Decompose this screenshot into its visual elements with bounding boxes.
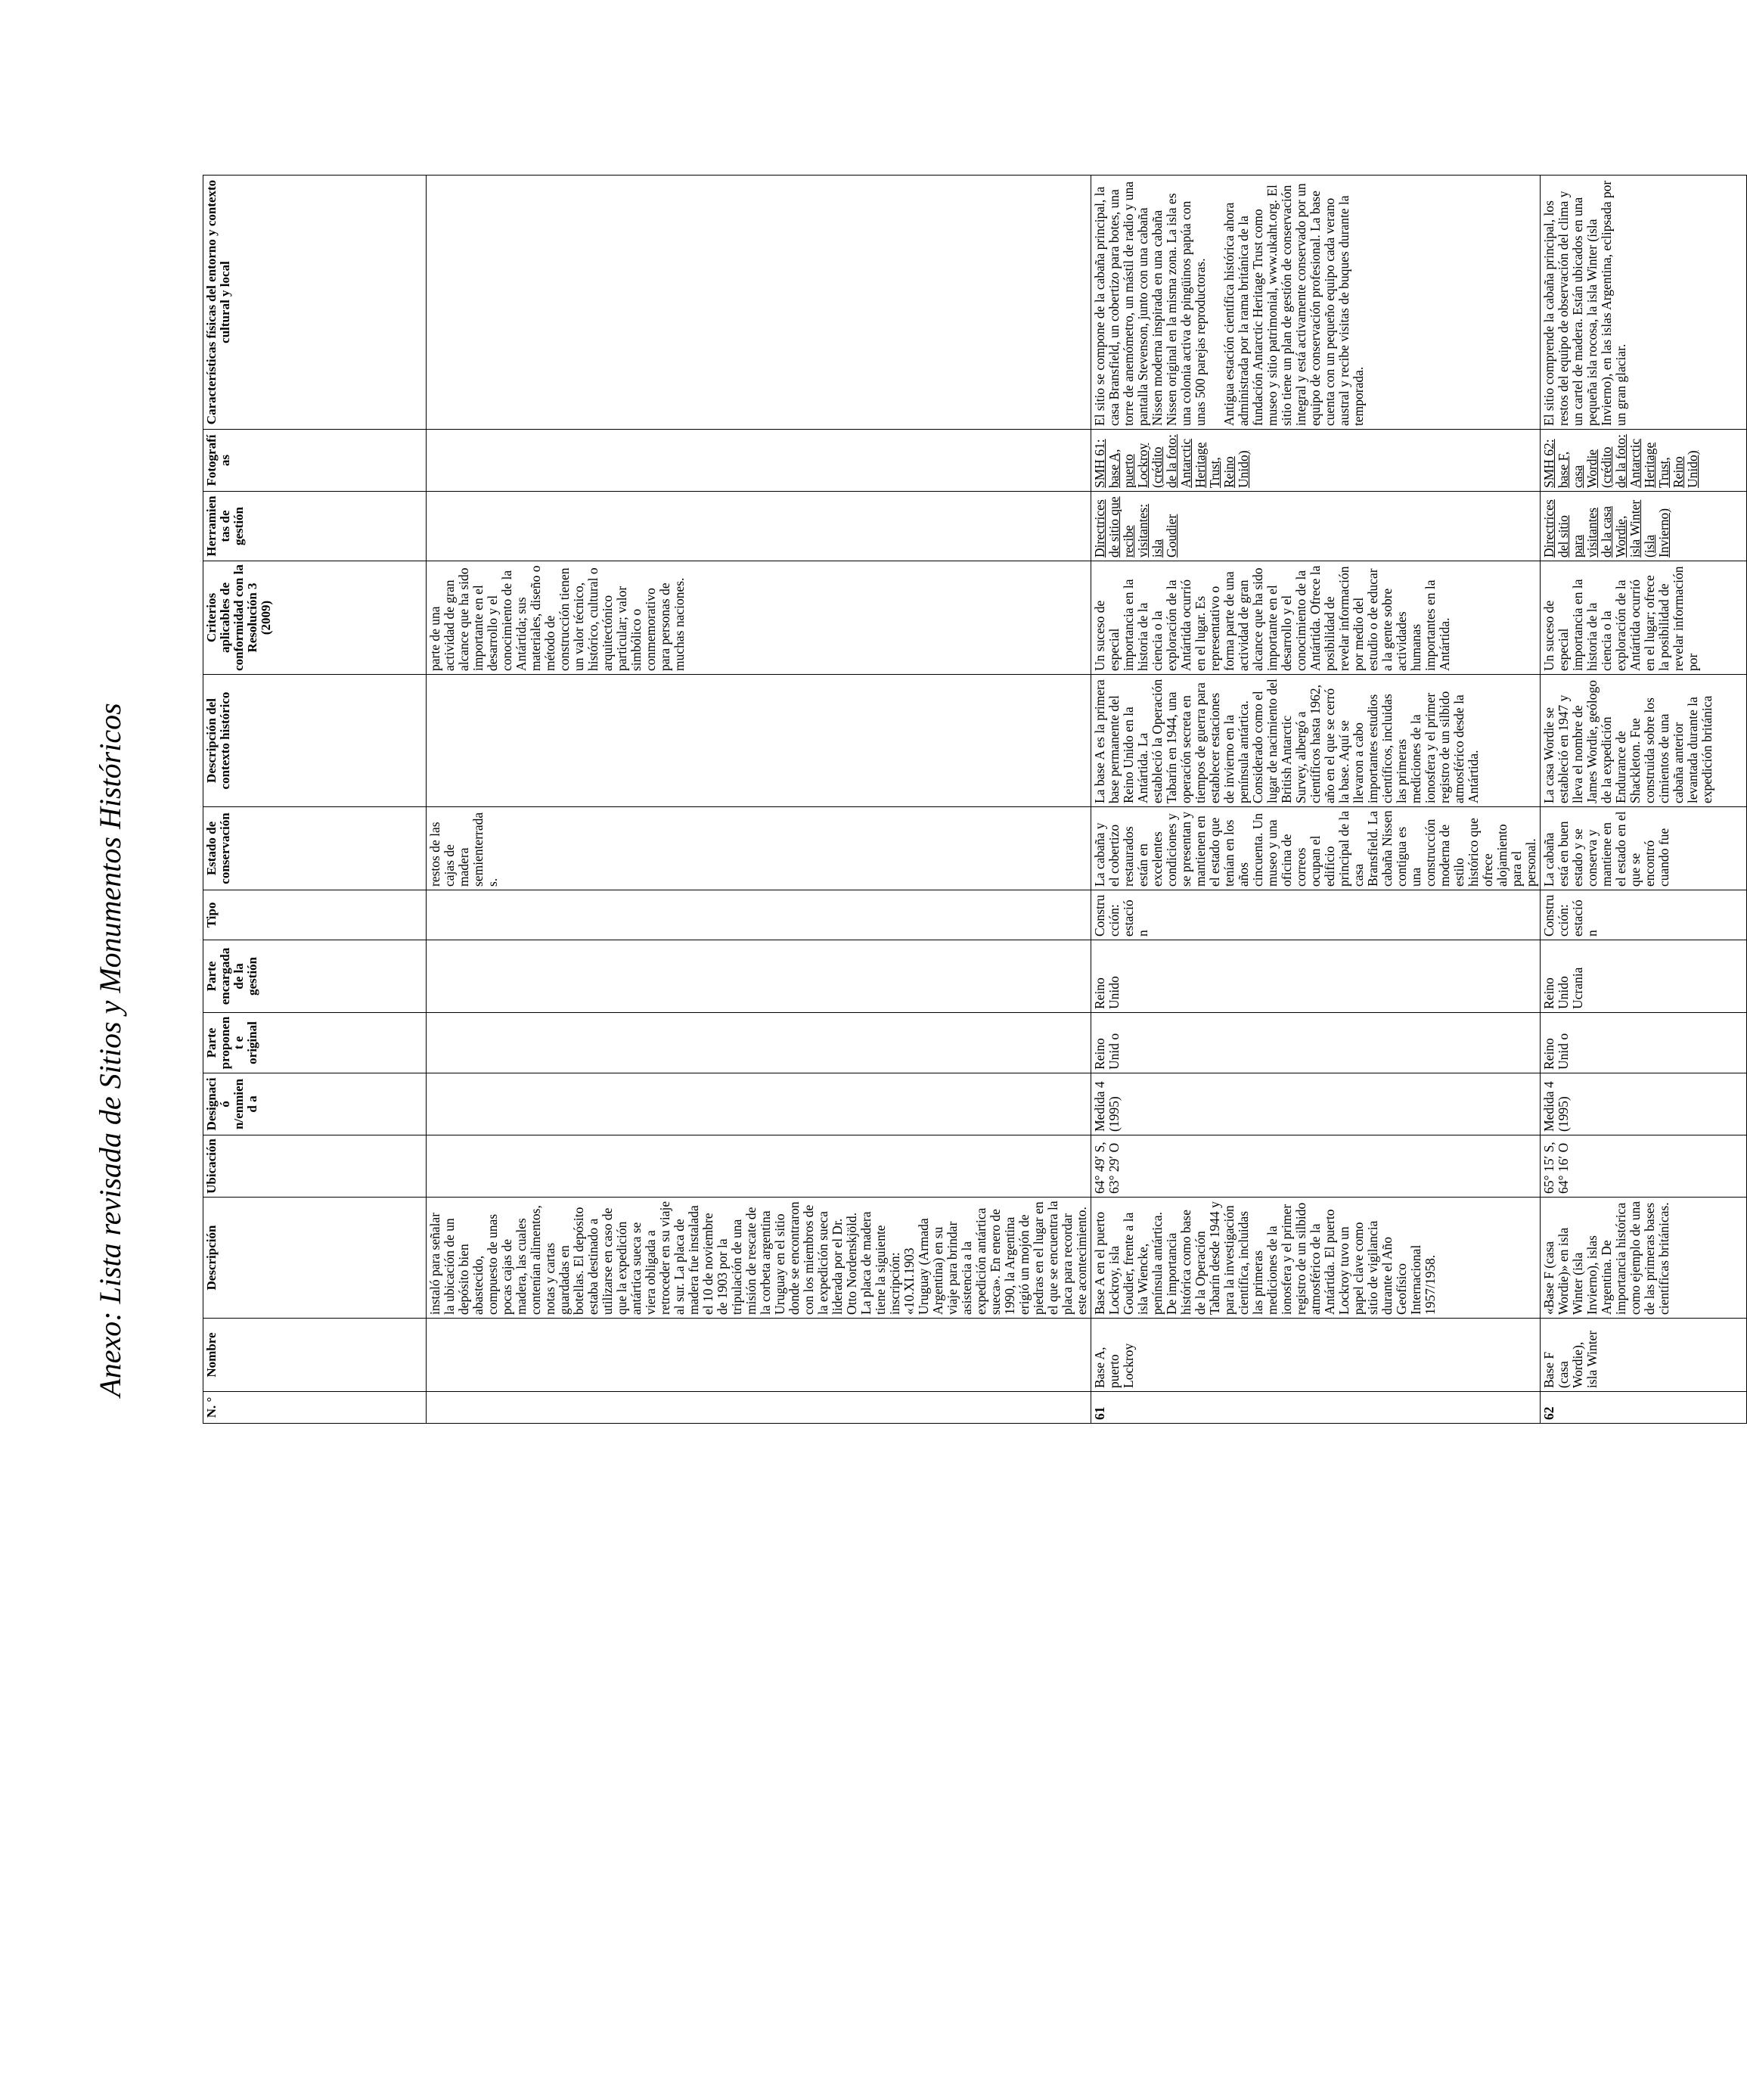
managing-party: Reino Unido Ucrania (1541, 940, 1747, 1013)
characteristics-paragraph: El sitio comprende la cabaña principal, los restos del equipo de observación del clima y un cartel de madera. Están ubicados en una pequeña isla rocosa, la isla Winter (isla Invierno), en las islas Argentina, eclipsada por un gran glaciar. (1541, 180, 1628, 426)
conservation-status: La cabaña y el cobertizo restaurados están en excelentes condiciones y se presentan y mantienen en el estado que tenían en los años cincuenta. Un museo y una oficina de correos ocupan el edificio principal de la casa Bransfield. La cabaña Nissen contigua es una construcción moderna de estilo histórico que ofrece alojamiento para el personal. (1091, 807, 1541, 890)
physical-characteristics (427, 176, 1091, 430)
header-row (203, 176, 427, 1424)
site-type: Constru cción: estación (1541, 890, 1747, 940)
table-row (1091, 176, 1541, 1424)
header-cell: N. ° (203, 1392, 427, 1424)
site-number: 61 (1091, 1392, 1541, 1424)
conservation-status: restos de las cajas de madera semienterradas. (427, 807, 1091, 890)
header-cell: Ubicación (203, 1135, 427, 1198)
physical-characteristics (1091, 176, 1541, 430)
site-name: Base F (casa Wordie), isla Winter (1541, 1319, 1747, 1392)
site-name: Base A, puerto Lockroy (1091, 1319, 1541, 1392)
site-description: Base A en el puerto Lockroy, isla Goudier, frente a la isla Wiencke, península antártica. De importancia histórica como base de la Operación Tabarín desde 1944 y para la investigación científica, incluidas las primeras mediciones de la ionosfera y el primer registro de un silbido atmosférico de la Antártida. El puerto Lockroy tuvo un papel clave como sitio de vigilancia durante el Año Geofísico Internacional 1957/1958. (1091, 1198, 1541, 1319)
header-cell: Descripción (203, 1198, 427, 1319)
site-designation: Medida 4 (1995) (1541, 1073, 1747, 1135)
site-location: 64° 49′ S, 63° 29′ O (1091, 1135, 1541, 1198)
site-designation (427, 1073, 1091, 1135)
site-name (427, 1319, 1091, 1392)
historical-context (427, 675, 1091, 807)
photos (1541, 430, 1747, 492)
management-tools-link[interactable]: Directrices de sitio que recibe visitantes: isla Goudier (1092, 496, 1179, 558)
proposing-party: Reino Unid o (1541, 1013, 1747, 1073)
managing-party (427, 940, 1091, 1013)
management-tools (1091, 492, 1541, 561)
header-cell: Designació n/enmiend a (203, 1073, 427, 1135)
conservation-status: La cabaña está en buen estado y se conserva y mantiene en el estado en el que se encontró cuando fue (1541, 807, 1747, 890)
site-location: 65° 15′ S, 64° 16′ O (1541, 1135, 1747, 1198)
site-number (427, 1392, 1091, 1424)
header-cell: Nombre (203, 1319, 427, 1392)
table-row (427, 176, 1091, 1424)
site-number: 62 (1541, 1392, 1747, 1424)
photo-link[interactable]: SMH 62: base F, casa Wordie (crédito de la foto: Antarctic Heritage Trust, Reino Unido) (1541, 434, 1700, 488)
characteristics-paragraph: El sitio se compone de la cabaña principal, la casa Bransfield, un cobertizo para botes, una torre de anemómetro, un mástil de radio y una pantalla Stevenson, junto con una cabaña Nissen moderna inspirada en una cabaña Nissen original en la misma zona. La isla es una colonia activa de pingüinos papúa con unas 500 parejas reproductoras. (1092, 181, 1208, 426)
header-cell: Tipo (203, 890, 427, 940)
header-cell: Estado de conservación (203, 807, 427, 890)
site-description: instaló para señalar la ubicación de un depósito bien abastecido, compuesto de unas pocas cajas de madera, las cuales contenían alimentos, notas y cartas guardadas en botellas. El depósito estaba destinado a utilizarse en caso de que la expedición antártica sueca se viera obligada a retroceder en su viaje al sur. La placa de madera fue instalada el 10 de noviembre de 1903 por la tripulación de una misión de rescate de la corbeta argentina Uruguay en el sitio donde se encontraron con los miembros de la expedición sueca liderada por el Dr. Otto Nordenskjöld. La placa de madera tiene la siguiente inscripción: «10.XI.1903 Uruguay (Armada Argentina) en su viaje para brindar asistencia a la expedición antártica sueca». En enero de 1990, la Argentina erigió un mojón de piedras en el lugar en el que se encuentra la placa para recordar este acontecimiento. (427, 1198, 1091, 1319)
managing-party: Reino Unido (1091, 940, 1541, 1013)
header-cell: Características físicas del entorno y contexto cultural y local (203, 176, 427, 430)
header-cell: Descripción del contexto histórico (203, 675, 427, 807)
management-tools (1541, 492, 1747, 561)
site-designation: Medida 4 (1995) (1091, 1073, 1541, 1135)
photos (427, 430, 1091, 492)
sites-table (203, 175, 1747, 1424)
header-cell: Parte encargada de la gestión (203, 940, 427, 1013)
proposing-party: Reino Unid o (1091, 1013, 1541, 1073)
header-cell: Herramientas de gestión (203, 492, 427, 561)
proposing-party (427, 1013, 1091, 1073)
site-location (427, 1135, 1091, 1198)
historical-context: La casa Wordie se estableció en 1947 y lleva el nombre de James Wordie, geólogo de la expedición Endurance de Shackleton. Fue construida sobre los cimientos de una cabaña anterior levantada durante la expedición británica (1541, 675, 1747, 807)
header-cell: Fotografías (203, 430, 427, 492)
management-tools-link[interactable]: Directrices del sitio para visitantes de la casa Wordie, isla Winter (isla Invierno) (1541, 499, 1671, 558)
page-header: Anexo: Lista revisada de Sitios y Monumentos Históricos (93, 703, 127, 1397)
physical-characteristics (1541, 176, 1747, 430)
photo-link[interactable]: SMH 61: base A, puerto Lockroy (crédito de la foto: Antarctic Heritage Trust, Reino Unido) (1092, 434, 1251, 488)
characteristics-paragraph: Antigua estación científica histórica ahora administrada por la rama británica de la fundación Antarctic Heritage Trust como museo y sitio patrimonial, www.ukaht.org. El sitio tiene un plan de gestión de conservación integral y está activamente conservado por un equipo de conservación profesional. La base cuenta con un pequeño equipo cada verano austral y recibe visitas de buques durante la temporada. (1221, 183, 1366, 426)
management-tools (427, 492, 1091, 561)
historical-context: La base A es la primera base permanente del Reino Unido en la Antártida. La estableció la Operación Tabarín en 1944, una operación secreta en tiempos de guerra para establecer estaciones de invierno en la península antártica. Considerado como el lugar de nacimiento del British Antarctic Survey, albergó a científicos hasta 1962, año en el que se cerró la base. Aquí se llevaron a cabo importantes estudios científicos, incluidas las primeras mediciones de la ionosfera y el primer registro de un silbido atmosférico desde la Antártida. (1091, 675, 1541, 807)
criteria: Un suceso de especial importancia en la historia de la ciencia o la exploración de la Antártida ocurrió en el lugar; ofrece la posibilidad de revelar información por (1541, 561, 1747, 675)
site-type: Constru cción: estación (1091, 890, 1541, 940)
table-row (1541, 176, 1747, 1424)
site-type (427, 890, 1091, 940)
criteria: parte de una actividad de gran alcance que ha sido importante en el desarrollo y el conocimiento de la Antártida; sus materiales, diseño o método de construcción tienen un valor técnico, histórico, cultural o arquitectónico particular; valor simbólico o conmemorativo para personas de muchas naciones. (427, 561, 1091, 675)
header-cell: Criterios aplicables de conformidad con la Resolución 3 (2009) (203, 561, 427, 675)
criteria: Un suceso de especial importancia en la historia de la ciencia o la exploración de la Antártida ocurrió en el lugar. Es representativo o forma parte de una actividad de gran alcance que ha sido importante en el desarrollo y el conocimiento de la Antártida. Ofrece la posibilidad de revelar información por medio del estudio o de educar a la gente sobre actividades humanas importantes en la Antártida. (1091, 561, 1541, 675)
site-description: «Base F (casa Wordie)» en isla Winter (isla Invierno), islas Argentina. De importancia histórica como ejemplo de una de las primeras bases científicas británicas. (1541, 1198, 1747, 1319)
photos (1091, 430, 1541, 492)
header-cell: Parte proponent e original (203, 1013, 427, 1073)
